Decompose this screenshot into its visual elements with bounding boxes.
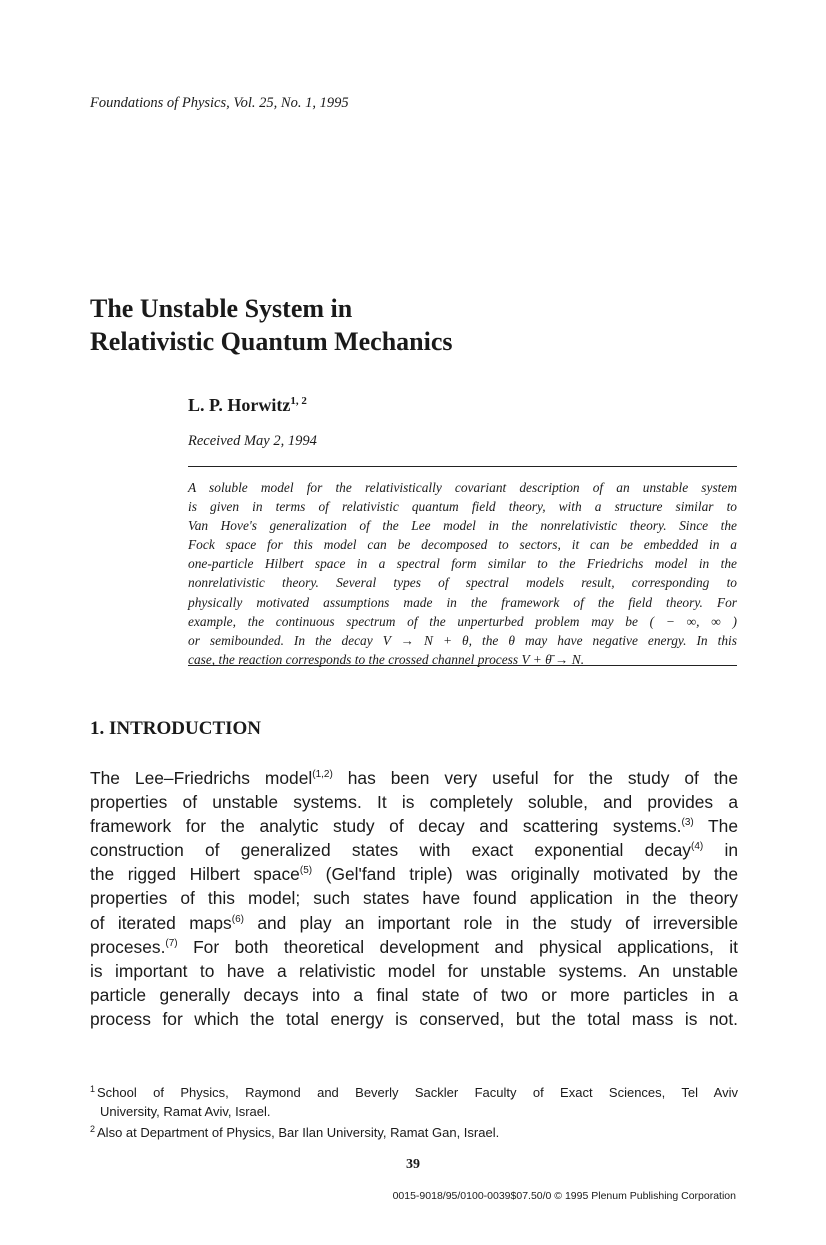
citation: (4) xyxy=(691,841,704,853)
footnote-line xyxy=(90,1124,738,1143)
abstract xyxy=(188,478,737,669)
title-line-1: The Unstable System in xyxy=(90,294,353,323)
text-run: proceses. xyxy=(90,936,166,957)
text-run: in xyxy=(703,840,738,861)
copyright-line: 0015-9018/95/0100-0039$07.50/0 © 1995 Plenum Publishing Corporation xyxy=(392,1190,736,1202)
text-run: Also at Department of Physics, Bar Ilan University, Ramat Gan, Israel. xyxy=(97,1125,500,1140)
text-run: construction of generalized states with exact exponential decay xyxy=(90,840,691,861)
body-line: properties of unstable systems. It is completely soluble, and provides a xyxy=(90,792,738,813)
footnote-1 xyxy=(90,1084,738,1121)
citation: (1,2) xyxy=(312,769,333,780)
abstract-line: Fock space for this model can be decomposed to sectors, it can be embedded in a xyxy=(188,537,737,553)
abstract-line: example, the continuous spectrum of the unperturbed problem may be ( − ∞, ∞ ) xyxy=(188,613,737,629)
body-line xyxy=(90,814,738,838)
paper-title xyxy=(90,292,730,358)
body-line: is important to have a relativistic model for unstable systems. An unstable xyxy=(90,960,738,981)
body-line xyxy=(90,911,738,935)
text-run: The Lee–Friedrichs model xyxy=(90,768,313,788)
footnote-mark: 2 xyxy=(90,1124,96,1134)
introduction-body xyxy=(90,766,738,1031)
body-line xyxy=(90,838,738,862)
author-affiliation-marks: 1, 2 xyxy=(290,395,307,407)
citation: (5) xyxy=(299,865,313,877)
abstract-line: case, the reaction corresponds to the crossed channel process V + θ̄ → N. xyxy=(188,651,585,667)
body-line xyxy=(90,766,738,790)
text-run: School of Physics, Raymond and Beverly Sackler Faculty of Exact Sciences, Tel Aviv xyxy=(97,1085,738,1100)
abstract-line: is given in terms of relativistic quantum field theory, with a structure similar to xyxy=(188,499,737,515)
text-run: framework for the analytic study of decay and scattering systems. xyxy=(90,816,682,837)
abstract-line: Van Hove's generalization of the Lee model in the nonrelativistic theory. Since the xyxy=(188,518,737,534)
footnote-line xyxy=(90,1084,738,1103)
body-line: particle generally decays into a final state of two or more particles in a xyxy=(90,984,738,1005)
journal-header: Foundations of Physics, Vol. 25, No. 1, 1995 xyxy=(90,95,349,111)
text-run: the rigged Hilbert space xyxy=(90,864,300,885)
text-run: For both theoretical development and physical applications, it xyxy=(177,936,738,957)
text-run: and play an important role in the study of irreversible xyxy=(243,912,738,933)
abstract-line: one-particle Hilbert space in a spectral form similar to the Friedrichs model in the xyxy=(188,556,737,572)
body-line: process for which the total energy is conserved, but the total mass is not. xyxy=(90,1008,738,1029)
page-number: 39 xyxy=(406,1157,420,1172)
body-line xyxy=(90,935,738,959)
author xyxy=(188,395,307,416)
abstract-line: nonrelativistic theory. Several types of spectral models result, corresponding to xyxy=(188,575,737,591)
author-name: L. P. Horwitz xyxy=(188,395,291,415)
footnote-mark: 1 xyxy=(90,1084,96,1094)
text-run: has been very useful for the study of the xyxy=(332,768,738,788)
abstract-line: or semibounded. In the decay V → N + θ, the θ may have negative energy. In this xyxy=(188,632,737,648)
citation: (7) xyxy=(165,937,178,949)
footnote-line: University, Ramat Aviv, Israel. xyxy=(100,1103,271,1119)
received-date: Received May 2, 1994 xyxy=(188,433,317,449)
footnote-2 xyxy=(90,1124,738,1143)
abstract-top-rule xyxy=(188,466,737,467)
text-run: of iterated maps xyxy=(90,912,232,933)
section-heading: 1. INTRODUCTION xyxy=(90,718,262,739)
citation: (3) xyxy=(681,817,694,829)
abstract-bottom-rule xyxy=(188,665,737,666)
citation: (6) xyxy=(231,913,244,925)
abstract-line: A soluble model for the relativistically covariant description of an unstable system xyxy=(188,480,737,495)
text-run: The xyxy=(693,816,738,837)
body-line xyxy=(90,862,738,886)
body-line: properties of this model; such states have found application in the theory xyxy=(90,888,738,909)
abstract-line: physically motivated assumptions made in the framework of the field theory. For xyxy=(188,594,737,610)
title-line-2: Relativistic Quantum Mechanics xyxy=(90,327,453,356)
text-run: (Gel'fand triple) was originally motivated by the xyxy=(312,864,739,885)
